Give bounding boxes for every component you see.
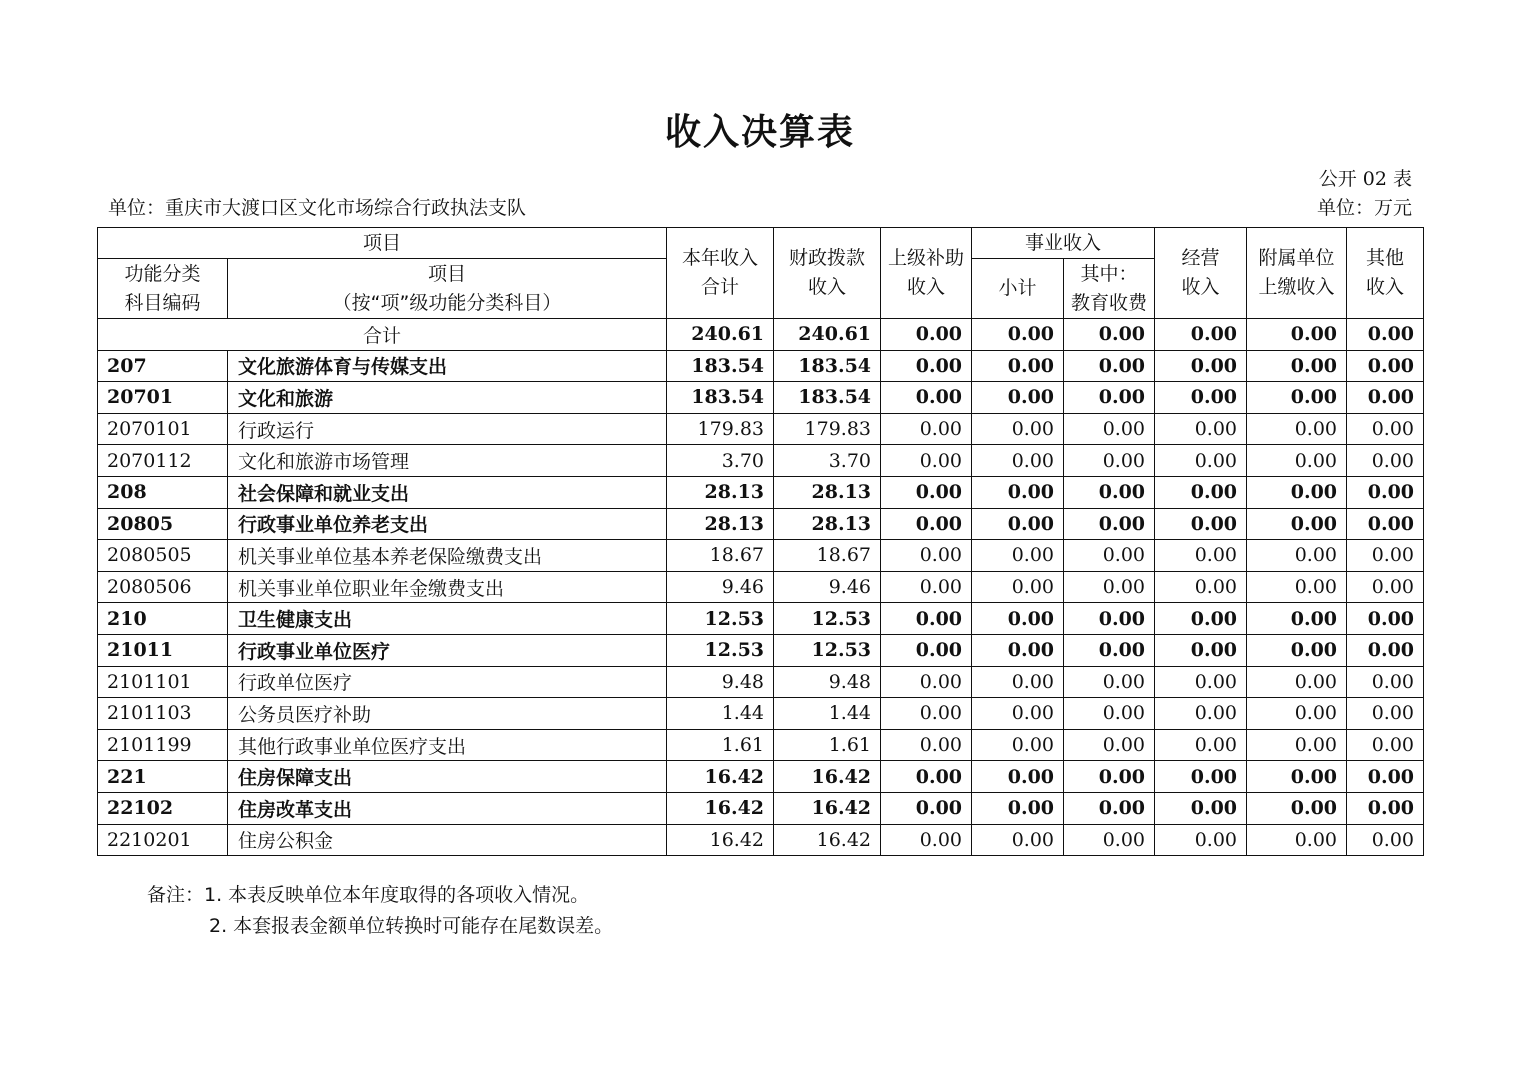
notes (147, 880, 613, 942)
cell-value: 0.00 (1347, 792, 1424, 824)
total-row (98, 319, 1424, 351)
row-code: 207 (98, 350, 228, 382)
cell-value: 1.61 (667, 729, 774, 761)
cell-value: 0.00 (1155, 413, 1247, 445)
cell-value: 0.00 (1155, 666, 1247, 698)
cell-value: 16.42 (667, 761, 774, 793)
cell-value: 0.00 (1247, 729, 1347, 761)
cell-value: 0.00 (1247, 792, 1347, 824)
cell-value: 0.00 (1347, 540, 1424, 572)
cell-value: 3.70 (774, 445, 881, 477)
header-business: 事业收入 (972, 228, 1155, 259)
cell-value: 0.00 (881, 445, 972, 477)
cell-value: 0.00 (1347, 698, 1424, 730)
row-name: 机关事业单位基本养老保险缴费支出 (228, 540, 667, 572)
cell-value: 0.00 (972, 476, 1064, 508)
cell-value: 0.00 (1064, 445, 1155, 477)
row-name: 文化和旅游 (228, 382, 667, 414)
cell-value: 28.13 (774, 508, 881, 540)
cell-value: 9.46 (667, 571, 774, 603)
cell-value: 0.00 (1064, 476, 1155, 508)
cell-value: 16.42 (774, 824, 881, 856)
table-row (98, 508, 1424, 540)
cell-value: 0.00 (972, 634, 1064, 666)
cell-value: 0.00 (881, 824, 972, 856)
cell-value: 0.00 (1155, 350, 1247, 382)
cell-value: 0.00 (1247, 761, 1347, 793)
cell-value: 12.53 (667, 634, 774, 666)
cell-value: 12.53 (667, 603, 774, 635)
notes-prefix: 备注： (147, 884, 205, 906)
row-code: 2210201 (98, 824, 228, 856)
cell-value: 0.00 (1064, 666, 1155, 698)
cell-value: 0.00 (1247, 540, 1347, 572)
cell-value: 0.00 (881, 571, 972, 603)
cell-value: 0.00 (1064, 508, 1155, 540)
cell-value: 0.00 (1155, 698, 1247, 730)
cell-value: 0.00 (1347, 729, 1424, 761)
cell-value: 0.00 (1347, 571, 1424, 603)
row-code: 2080505 (98, 540, 228, 572)
cell-value: 0.00 (1064, 634, 1155, 666)
total-label: 合计 (98, 319, 667, 351)
cell-value: 0.00 (1347, 824, 1424, 856)
row-name: 住房保障支出 (228, 761, 667, 793)
cell-value: 0.00 (1347, 634, 1424, 666)
header-project: 项目 (98, 228, 667, 259)
header-operating: 经营 收入 (1155, 228, 1247, 319)
cell-value: 0.00 (1347, 445, 1424, 477)
table-row (98, 350, 1424, 382)
cell-value: 0.00 (1247, 319, 1347, 351)
cell-value: 0.00 (1347, 761, 1424, 793)
page-title: 收入决算表 (664, 112, 855, 153)
table-row (98, 413, 1424, 445)
cell-value: 0.00 (1155, 319, 1247, 351)
cell-value: 0.00 (1155, 792, 1247, 824)
cell-value: 1.44 (774, 698, 881, 730)
cell-value: 0.00 (972, 319, 1064, 351)
cell-value: 0.00 (881, 634, 972, 666)
row-name: 卫生健康支出 (228, 603, 667, 635)
cell-value: 0.00 (1247, 350, 1347, 382)
table-row (98, 634, 1424, 666)
row-name: 公务员医疗补助 (228, 698, 667, 730)
cell-value: 0.00 (1155, 445, 1247, 477)
cell-value: 0.00 (881, 413, 972, 445)
header-project-name: 项目 （按“项”级功能分类科目） (228, 259, 667, 319)
cell-value: 0.00 (1064, 761, 1155, 793)
cell-value: 0.00 (972, 413, 1064, 445)
row-code: 2101103 (98, 698, 228, 730)
cell-value: 0.00 (881, 382, 972, 414)
income-table (97, 227, 1424, 856)
cell-value: 0.00 (881, 698, 972, 730)
header-affiliate: 附属单位 上缴收入 (1247, 228, 1347, 319)
row-code: 2070101 (98, 413, 228, 445)
cell-value: 0.00 (1247, 476, 1347, 508)
row-name: 社会保障和就业支出 (228, 476, 667, 508)
row-name: 其他行政事业单位医疗支出 (228, 729, 667, 761)
row-name: 行政事业单位医疗 (228, 634, 667, 666)
row-name: 住房公积金 (228, 824, 667, 856)
cell-value: 28.13 (667, 508, 774, 540)
cell-value: 0.00 (881, 476, 972, 508)
cell-value: 0.00 (972, 382, 1064, 414)
row-name: 文化和旅游市场管理 (228, 445, 667, 477)
row-name: 机关事业单位职业年金缴费支出 (228, 571, 667, 603)
row-name: 行政运行 (228, 413, 667, 445)
cell-value: 0.00 (972, 571, 1064, 603)
cell-value: 28.13 (774, 476, 881, 508)
row-name: 行政事业单位养老支出 (228, 508, 667, 540)
table-row (98, 603, 1424, 635)
cell-value: 12.53 (774, 603, 881, 635)
row-code: 208 (98, 476, 228, 508)
cell-value: 0.00 (972, 508, 1064, 540)
cell-value: 0.00 (881, 792, 972, 824)
cell-value: 28.13 (667, 476, 774, 508)
cell-value: 0.00 (1155, 824, 1247, 856)
cell-value: 0.00 (1247, 445, 1347, 477)
cell-value: 9.46 (774, 571, 881, 603)
table-row (98, 540, 1424, 572)
cell-value: 0.00 (972, 445, 1064, 477)
cell-value: 16.42 (667, 824, 774, 856)
cell-value: 0.00 (881, 603, 972, 635)
form-number: 公开 02 表 (1318, 168, 1412, 190)
cell-value: 1.61 (774, 729, 881, 761)
cell-value: 0.00 (972, 666, 1064, 698)
cell-value: 183.54 (774, 382, 881, 414)
cell-value: 0.00 (881, 540, 972, 572)
cell-value: 18.67 (667, 540, 774, 572)
cell-value: 0.00 (1247, 666, 1347, 698)
row-code: 22102 (98, 792, 228, 824)
table-row (98, 729, 1424, 761)
note-line-2: 2. 本套报表金额单位转换时可能存在尾数误差。 (209, 915, 614, 937)
cell-value: 0.00 (972, 824, 1064, 856)
cell-value: 0.00 (881, 508, 972, 540)
cell-value: 0.00 (1155, 761, 1247, 793)
cell-value: 0.00 (1064, 571, 1155, 603)
cell-value: 0.00 (1155, 382, 1247, 414)
table-row (98, 824, 1424, 856)
cell-value: 0.00 (1155, 634, 1247, 666)
cell-value: 0.00 (1064, 319, 1155, 351)
cell-value: 0.00 (1064, 382, 1155, 414)
cell-value: 0.00 (1155, 571, 1247, 603)
header-fiscal: 财政拨款 收入 (774, 228, 881, 319)
row-code: 210 (98, 603, 228, 635)
cell-value: 0.00 (1247, 382, 1347, 414)
header-func-code: 功能分类 科目编码 (98, 259, 228, 319)
cell-value: 0.00 (972, 350, 1064, 382)
cell-value: 1.44 (667, 698, 774, 730)
cell-value: 0.00 (1347, 382, 1424, 414)
cell-value: 18.67 (774, 540, 881, 572)
row-code: 2070112 (98, 445, 228, 477)
cell-value: 0.00 (1247, 413, 1347, 445)
cell-value: 0.00 (1064, 413, 1155, 445)
cell-value: 0.00 (972, 540, 1064, 572)
header-other: 其他 收入 (1347, 228, 1424, 319)
cell-value: 0.00 (972, 761, 1064, 793)
cell-value: 179.83 (774, 413, 881, 445)
row-code: 20805 (98, 508, 228, 540)
cell-value: 0.00 (1064, 698, 1155, 730)
row-name: 住房改革支出 (228, 792, 667, 824)
cell-value: 9.48 (667, 666, 774, 698)
table-row (98, 476, 1424, 508)
cell-value: 183.54 (667, 350, 774, 382)
cell-value: 0.00 (1064, 792, 1155, 824)
row-code: 2080506 (98, 571, 228, 603)
cell-value: 0.00 (1155, 476, 1247, 508)
cell-value: 0.00 (1155, 729, 1247, 761)
cell-value: 0.00 (1064, 540, 1155, 572)
cell-value: 0.00 (1064, 603, 1155, 635)
cell-value: 0.00 (1347, 508, 1424, 540)
cell-value: 0.00 (1347, 666, 1424, 698)
cell-value: 0.00 (972, 792, 1064, 824)
table-row (98, 571, 1424, 603)
header-subtotal: 小计 (972, 259, 1064, 319)
cell-value: 0.00 (1247, 508, 1347, 540)
table-row (98, 666, 1424, 698)
cell-value: 0.00 (881, 350, 972, 382)
cell-value: 0.00 (1347, 319, 1424, 351)
money-unit: 单位：万元 (1316, 197, 1412, 219)
header-superior: 上级补助 收入 (881, 228, 972, 319)
cell-value: 0.00 (881, 666, 972, 698)
row-code: 21011 (98, 634, 228, 666)
table-row (98, 382, 1424, 414)
header-edu-fee: 其中： 教育收费 (1064, 259, 1155, 319)
cell-value: 0.00 (1247, 824, 1347, 856)
table-row (98, 698, 1424, 730)
cell-value: 183.54 (774, 350, 881, 382)
cell-value: 0.00 (881, 319, 972, 351)
cell-value: 0.00 (1155, 540, 1247, 572)
cell-value: 3.70 (667, 445, 774, 477)
note-line-1: 1. 本表反映单位本年度取得的各项收入情况。 (204, 884, 590, 906)
row-name: 行政单位医疗 (228, 666, 667, 698)
row-code: 221 (98, 761, 228, 793)
cell-value: 0.00 (1247, 603, 1347, 635)
cell-value: 240.61 (667, 319, 774, 351)
cell-value: 0.00 (972, 729, 1064, 761)
cell-value: 0.00 (1155, 603, 1247, 635)
cell-value: 0.00 (1064, 824, 1155, 856)
cell-value: 9.48 (774, 666, 881, 698)
cell-value: 0.00 (1155, 508, 1247, 540)
header-total-income: 本年收入 合计 (667, 228, 774, 319)
cell-value: 0.00 (1064, 729, 1155, 761)
cell-value: 0.00 (881, 729, 972, 761)
table-row (98, 445, 1424, 477)
cell-value: 0.00 (1247, 634, 1347, 666)
organization-unit: 单位：重庆市大渡口区文化市场综合行政执法支队 (108, 197, 527, 219)
cell-value: 16.42 (774, 792, 881, 824)
cell-value: 0.00 (1347, 413, 1424, 445)
cell-value: 0.00 (972, 698, 1064, 730)
table-row (98, 761, 1424, 793)
cell-value: 0.00 (1347, 476, 1424, 508)
cell-value: 16.42 (667, 792, 774, 824)
table-row (98, 792, 1424, 824)
cell-value: 0.00 (1347, 603, 1424, 635)
cell-value: 16.42 (774, 761, 881, 793)
cell-value: 0.00 (1247, 571, 1347, 603)
row-name: 文化旅游体育与传媒支出 (228, 350, 667, 382)
cell-value: 179.83 (667, 413, 774, 445)
cell-value: 0.00 (972, 603, 1064, 635)
cell-value: 0.00 (1247, 698, 1347, 730)
cell-value: 12.53 (774, 634, 881, 666)
row-code: 2101199 (98, 729, 228, 761)
cell-value: 183.54 (667, 382, 774, 414)
row-code: 20701 (98, 382, 228, 414)
cell-value: 0.00 (1347, 350, 1424, 382)
row-code: 2101101 (98, 666, 228, 698)
cell-value: 240.61 (774, 319, 881, 351)
cell-value: 0.00 (1064, 350, 1155, 382)
cell-value: 0.00 (881, 761, 972, 793)
